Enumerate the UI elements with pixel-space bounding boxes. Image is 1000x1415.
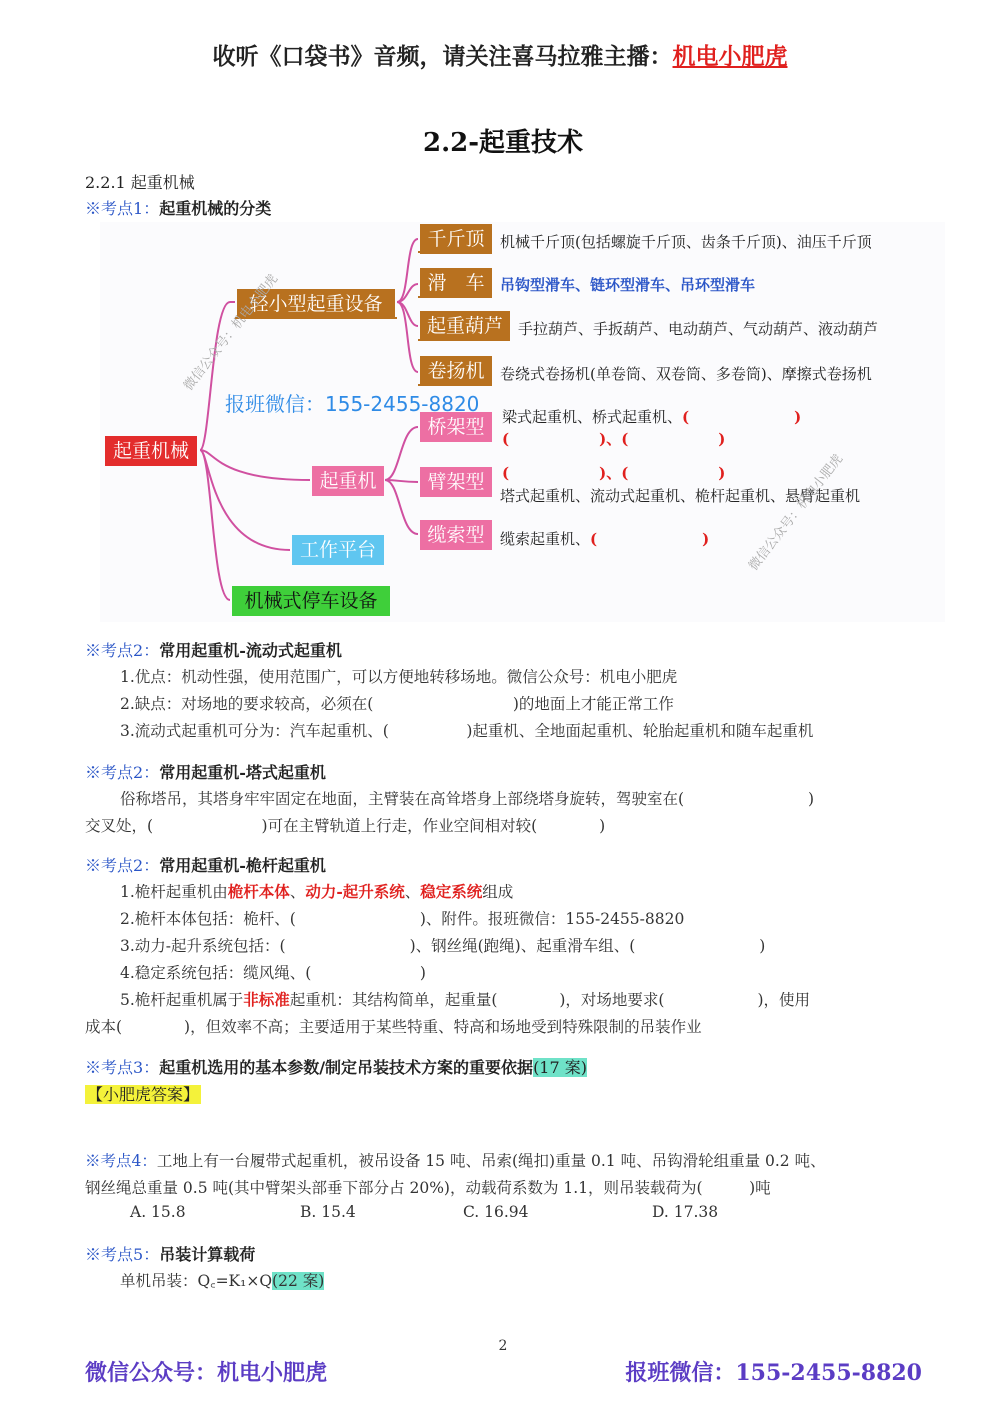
kp4-text-1: 工地上有一台履带式起重机，被吊设备 15 吨、吊索(绳扣)重量 0.1 吨、吊钩滑轮组重量 0.2 吨、 [156,1152,826,1170]
leaf-bridge: 梁式起重机、桥式起重机、( ) [502,408,802,426]
kp2c-l1-pre: 1.桅杆起重机由 [120,883,228,901]
answer-label [85,1082,201,1105]
formula-text: 单机吊装：Q꜀=K₁×Q [120,1272,273,1290]
kp2c-line-4: 4.稳定系统包括：缆风绳、( ) [120,964,426,982]
kp2c-l1-sep2: 、 [404,883,421,901]
option-d: D. 17.38 [652,1203,719,1221]
watermark-right: 微信公众号：机电小肥虎 [746,451,847,574]
kp2b-line-2: 交叉处，( )可在主臂轨道上行走，作业空间相对较( ) [85,817,606,835]
kp2c-line-6: 成本( )，但效率不高；主要适用于某些特重、特高和场地受到特殊限制的吊装作业 [85,1018,702,1036]
kp2a-line-1: 1.优点：机动性强，使用范围广，可以方便地转移场地。微信公众号：机电小肥虎 [120,668,678,686]
kp2c-line-1 [120,880,513,902]
connector-cable [385,480,418,534]
kp-mark: ※考点 [85,641,134,660]
kp2c-l5-red: 非标准 [243,990,290,1009]
kp-mark: ※考点 [85,1152,132,1170]
node-light-equipment: 轻小型起重设备 [237,289,395,319]
kp-num: 3： [133,1058,160,1077]
leaf-jack: 机械千斤顶(包括螺旋千斤顶、齿条千斤顶)、油压千斤顶 [500,233,872,251]
option-a: A. 15.8 [130,1203,186,1221]
section-heading: 2.2.1 起重机械 [85,173,195,192]
kp5-heading [85,1242,255,1265]
kp2b-line-1: 俗称塔吊，其塔身牢牢固定在地面，主臂装在高耸塔身上部绕塔身旋转，驾驶室在( ) [120,790,815,808]
kp-num: 1： [133,199,160,218]
kp-text: 常用起重机-流动式起重机 [159,641,342,660]
top-banner [0,38,1000,71]
kp2c-line-3: 3.动力-起升系统包括：( )、钢丝绳(跑绳)、起重滑车组、( ) [120,937,766,955]
kp2a-heading [85,638,342,661]
kp-mark: ※考点 [85,1245,134,1264]
watermark-left: 微信公众号：机电小肥虎 [181,271,282,394]
case-tag: (22 案) [272,1272,325,1290]
kp2c-l5-post: 起重机：其结构简单，起重量( )，对场地要求( )，使用 [289,991,811,1009]
option-b: B. 15.4 [300,1203,356,1221]
kp2b-heading [85,760,326,783]
leaf-boom: 塔式起重机、流动式起重机、桅杆起重机、悬臂起重机 [500,487,861,505]
node-work-platform: 工作平台 [292,535,384,565]
classification-mindmap [100,222,945,622]
connector-bridge [385,427,418,480]
node-root: 起重机械 [105,436,197,466]
kp-mark: ※考点 [85,1058,134,1077]
node-hoist: 起重葫芦 [420,311,510,341]
node-crane: 起重机 [312,466,384,496]
kp3-heading [85,1055,587,1078]
page-number: 2 [498,1338,508,1354]
kp-mark: ※考点 [85,763,134,782]
kp-num: 2： [133,763,160,782]
kp2c-line-5 [120,988,810,1010]
banner-host-link[interactable]: 机电小肥虎 [672,43,788,70]
banner-prefix: 收听《口袋书》音频，请关注喜马拉雅主播： [212,43,673,70]
kp2c-l1-b: 动力-起升系统 [305,882,405,901]
kp2c-l5-pre: 5.桅杆起重机属于 [120,991,244,1009]
kp-num: 4： [131,1152,157,1170]
kp1-heading [85,196,271,219]
kp-mark: ※考点 [85,856,134,875]
leaf-pulley: 吊钩型滑车、链环型滑车、吊环型滑车 [500,276,756,294]
kp-text: 起重机械的分类 [159,199,272,218]
kp2c-l1-post: 组成 [482,883,514,901]
kp-text: 常用起重机-塔式起重机 [159,763,326,782]
node-winch: 卷扬机 [420,356,492,386]
kp2a-line-3: 3.流动式起重机可分为：汽车起重机、( )起重机、全地面起重机、轮胎起重机和随车起重机 [120,722,814,740]
node-boom-type: 臂架型 [420,467,492,497]
kp-num: 5： [133,1245,160,1264]
kp2a-line-2: 2.缺点：对场地的要求较高，必须在( )的地面上才能正常工作 [120,695,674,713]
connector-root-parking [200,450,230,600]
option-c: C. 16.94 [463,1203,529,1221]
kp2c-l1-sep1: 、 [289,883,306,901]
node-bridge-type: 桥架型 [420,412,492,442]
kp-mark: ※考点 [85,199,134,218]
leaf-hoist: 手拉葫芦、手扳葫芦、电动葫芦、气动葫芦、液动葫芦 [518,320,879,338]
mindmap-contact: 报班微信：155-2455-8820 [225,392,480,416]
kp5-formula [120,1269,324,1291]
leaf-boom-blanks: ( )、( ) [502,464,726,482]
kp4-line-1 [85,1149,826,1171]
kp2c-l1-a: 桅杆本体 [227,882,290,901]
leaf-bridge-blanks: ( )、( ) [502,430,726,448]
footer-contact: 报班微信：155-2455-8820 [625,1360,922,1386]
kp-num: 2： [133,856,160,875]
leaf-cable: 缆索起重机、( ) [500,530,710,548]
node-pulley: 滑 车 [420,268,492,298]
node-cable-type: 缆索型 [420,520,492,550]
kp-text: 起重机选用的基本参数/制定吊装技术方案的重要依据 [159,1058,534,1077]
kp2c-heading [85,853,326,876]
leaf-cable-text: 缆索起重机、 [500,530,591,548]
kp-text: 吊装计算载荷 [159,1245,256,1264]
leaf-winch: 卷绕式卷扬机(单卷筒、双卷筒、多卷筒)、摩擦式卷扬机 [500,365,872,383]
kp-num: 2： [133,641,160,660]
kp-text: 常用起重机-桅杆起重机 [159,856,326,875]
kp2c-line-2: 2.桅杆本体包括：桅杆、( )、附件。报班微信：155-2455-8820 [120,910,685,928]
node-jack: 千斤顶 [420,224,492,254]
leaf-bridge-text: 梁式起重机、桥式起重机、 [502,408,683,426]
connector-root-crane [200,450,310,480]
kp4-line-2: 钢丝绳总重量 0.5 吨(其中臂架头部垂下部分占 20%)，动载荷系数为 1.1，则吊装载荷为( )吨 [85,1179,771,1197]
page-title: 2.2-起重技术 [422,128,584,158]
node-parking-equipment: 机械式停车设备 [232,586,390,616]
case-tag: (17 案) [533,1058,587,1077]
answer-tag: 【小肥虎答案】 [87,1085,200,1104]
footer-wechat-account: 微信公众号：机电小肥虎 [85,1360,328,1386]
connector-hoist [397,302,418,326]
kp2c-l1-c: 稳定系统 [420,882,483,901]
